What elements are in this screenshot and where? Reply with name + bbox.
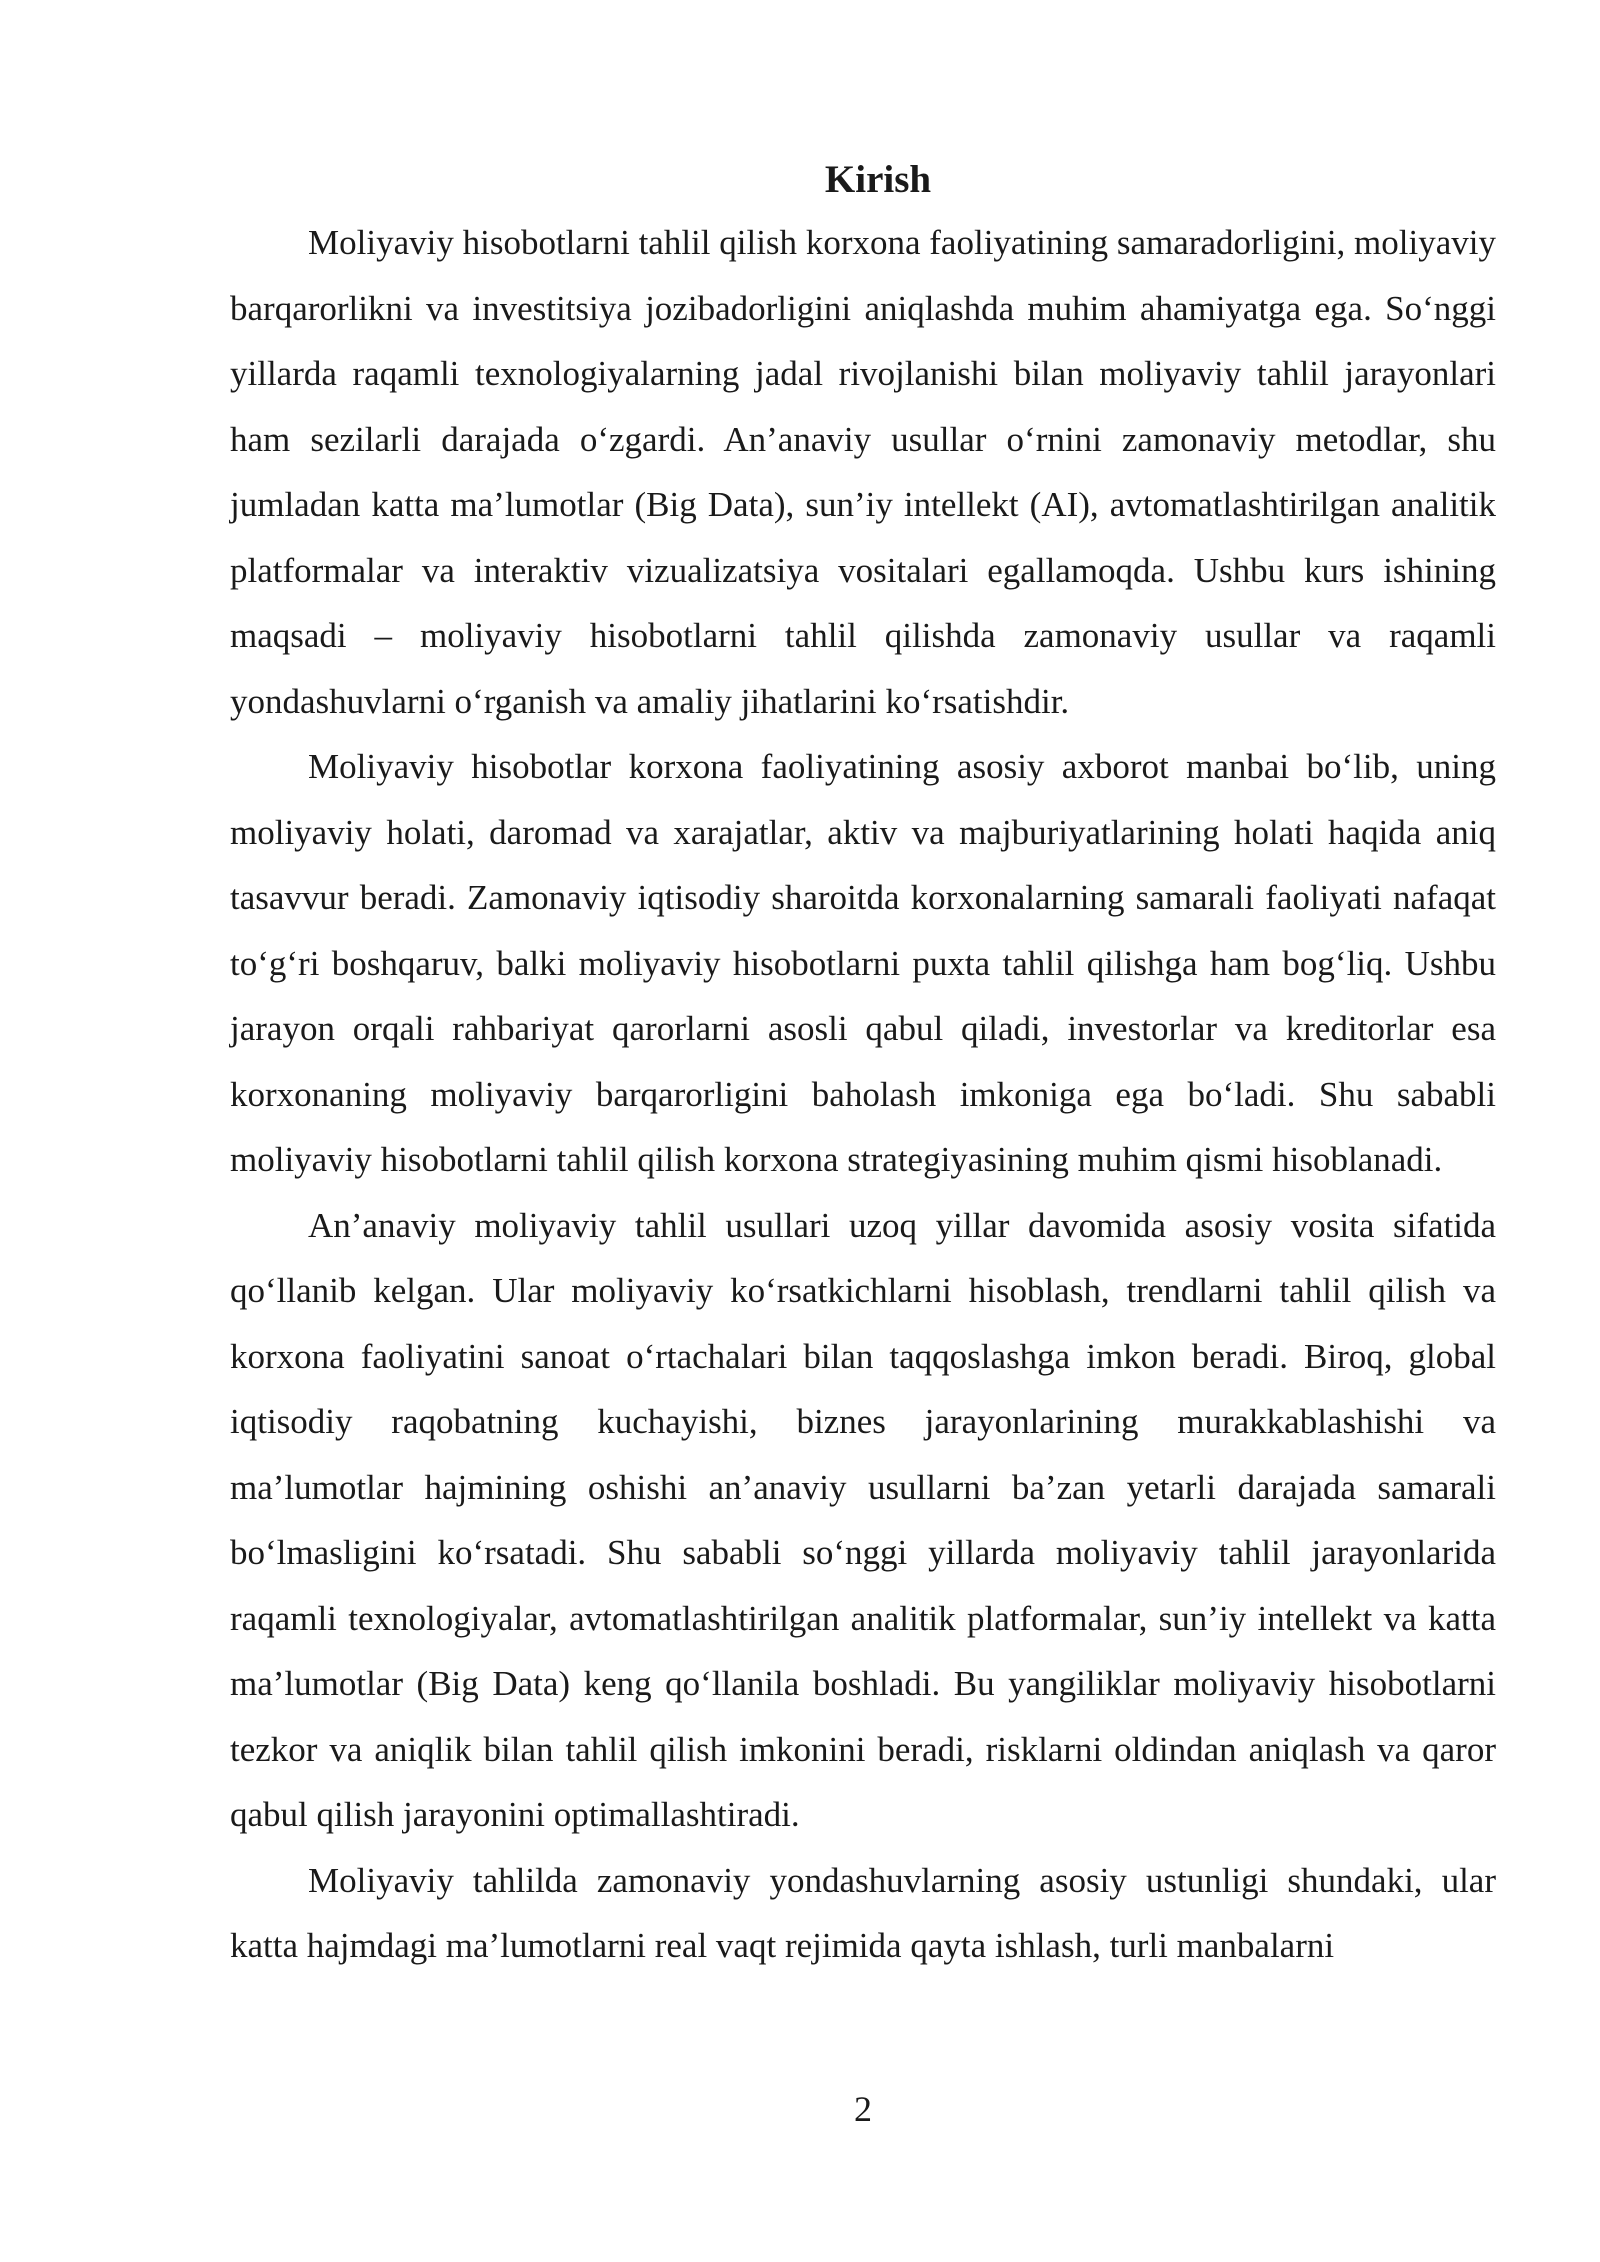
- section-title: Kirish: [824, 158, 932, 201]
- paragraph-4: Moliyaviy tahlilda zamonaviy yondashuvlarning asosiy ustunligi shundaki, ular katta hajmdagi ma’lumotlarni real vaqt rejimida qayta ishlash, turli manbalarni: [230, 1860, 1496, 1965]
- paragraph-3: An’anaviy moliyaviy tahlil usullari uzoq yillar davomida asosiy vosita sifatida qo‘llanib kelgan. Ular moliyaviy ko‘rsatkichlarni hisoblash, trendlarni tahlil qilish va korxona faoliyatini sanoat o‘rtachalari bilan taqqoslashga imkon beradi. Biroq, global iqtisodiy raqobatning kuchayishi, biznes jarayonlarining murakkablashishi va ma’lumotlar hajmining oshishi an’anaviy usullarni ba’zan yetarli darajada samarali bo‘lmasligini ko‘rsatadi. Shu sababli so‘nggi yillarda moliyaviy tahlil jarayonlarida raqamli texnologiyalar, avtomatlashtirilgan analitik platformalar, sun’iy intellekt va katta ma’lumotlar (Big Data) keng qo‘llanila boshladi. Bu yangiliklar moliyaviy hisobotlarni tezkor va aniqlik bilan tahlil qilish imkonini beradi, risklarni oldindan aniqlash va qaror qabul qilish jarayonini optimallashtiradi.: [230, 1205, 1496, 1834]
- page-number: 2: [854, 2089, 872, 2129]
- paragraph-1: Moliyaviy hisobotlarni tahlil qilish korxona faoliyatining samaradorligini, moliyaviy barqarorlikni va investitsiya jozibadorligini aniqlashda muhim ahamiyatga ega. So‘nggi yillarda raqamli texnologiyalarning jadal rivojlanishi bilan moliyaviy tahlil jarayonlari ham sezilarli darajada o‘zgardi. An’anaviy usullar o‘rnini zamonaviy metodlar, shu jumladan katta ma’lumotlar (Big Data), sun’iy intellekt (AI), avtomatlashtirilgan analitik platformalar va interaktiv vizualizatsiya vositalari egallamoqda. Ushbu kurs ishining maqsadi – moliyaviy hisobotlarni tahlil qilishda zamonaviy usullar va raqamli yondashuvlarni o‘rganish va amaliy jihatlarini ko‘rsatishdir.: [230, 223, 1496, 721]
- page-content: [230, 150, 1496, 1979]
- paragraph-2: Moliyaviy hisobotlar korxona faoliyatining asosiy axborot manbai bo‘lib, uning moliyaviy holati, daromad va xarajatlar, aktiv va majburiyatlarining holati haqida aniq tasavvur beradi. Zamonaviy iqtisodiy sharoitda korxonalarning samarali faoliyati nafaqat to‘g‘ri boshqaruv, balki moliyaviy hisobotlarni puxta tahlil qilishga ham bog‘liq. Ushbu jarayon orqali rahbariyat qarorlarni asosli qabul qiladi, investorlar va kreditorlar esa korxonaning moliyaviy barqarorligini baholash imkoniga ega bo‘ladi. Shu sababli moliyaviy hisobotlarni tahlil qilish korxona strategiyasining muhim qismi hisoblanadi.: [230, 747, 1496, 1179]
